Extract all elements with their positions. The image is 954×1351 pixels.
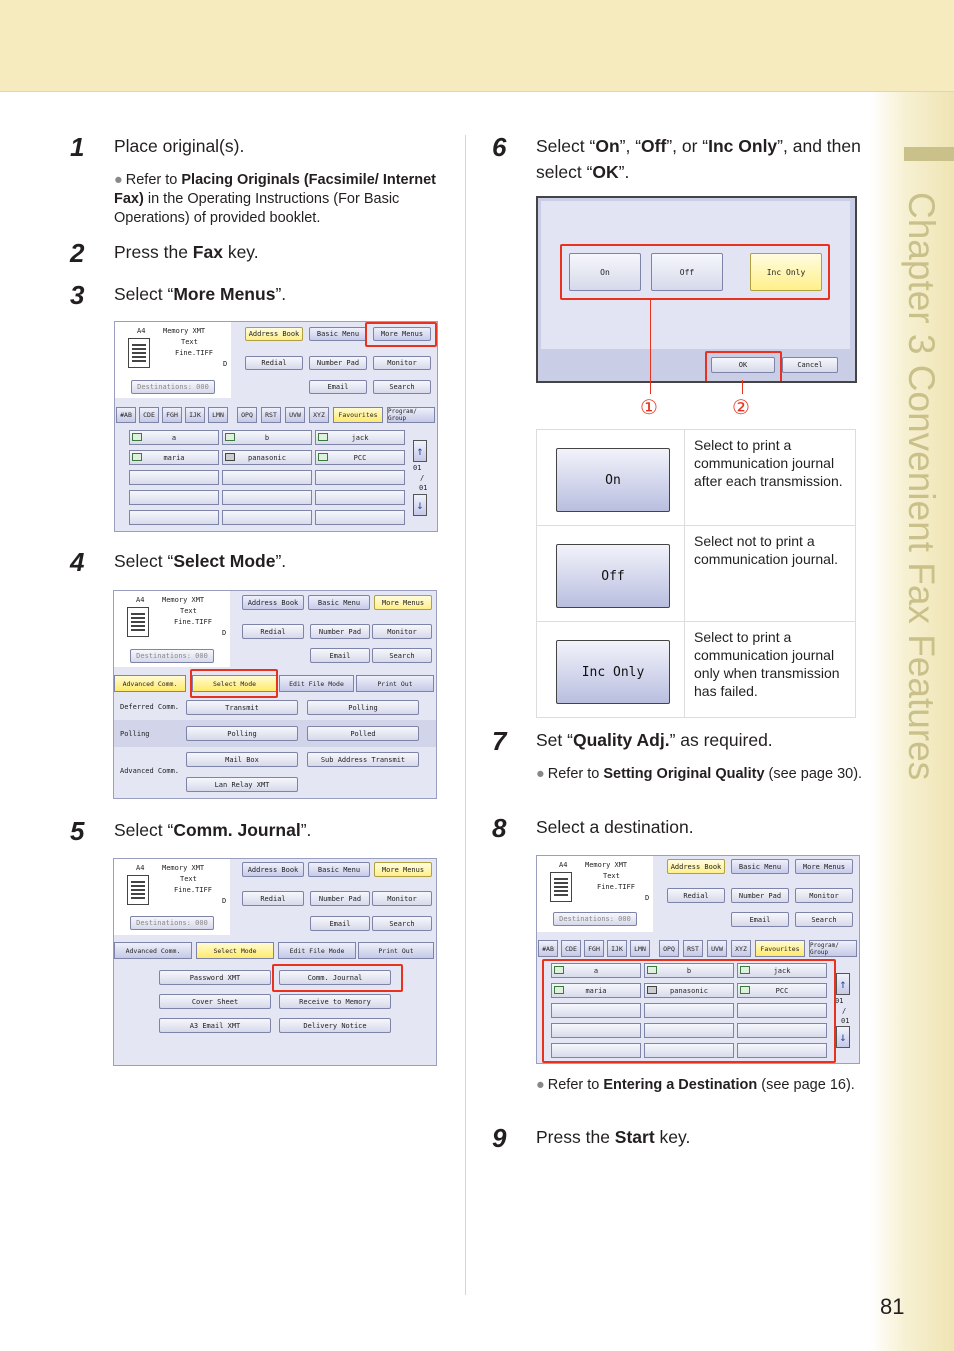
step-number: 3 — [70, 280, 85, 310]
email-icon — [132, 453, 142, 461]
step-number: 6 — [492, 132, 507, 162]
step-number: 8 — [492, 813, 507, 843]
table-row — [537, 430, 856, 526]
scroll-down-icon[interactable]: ↓ — [413, 494, 427, 516]
email-button[interactable]: Email — [731, 912, 789, 927]
inc-only-button[interactable]: Inc Only — [750, 253, 822, 291]
step-text: Select a destination. — [536, 817, 694, 837]
destination-empty[interactable] — [129, 510, 219, 525]
tab-select-mode[interactable]: Select Mode — [192, 675, 277, 692]
text-mode: Text — [180, 607, 197, 615]
receive-to-memory-button[interactable]: Receive to Memory — [279, 994, 391, 1009]
password-xmt-button[interactable]: Password XMT — [159, 970, 271, 985]
fax-screen-step3 — [114, 321, 438, 532]
callout-line-1 — [650, 299, 651, 394]
comm-journal-screen — [536, 196, 857, 383]
search-button[interactable]: Search — [373, 380, 431, 394]
email-button[interactable]: Email — [309, 380, 367, 394]
quality-label: Fine.TIFF — [175, 349, 213, 357]
paper-size: A4 — [559, 861, 568, 869]
inc-only-option-button: Inc Only — [556, 640, 670, 704]
fax-screen-step5 — [113, 858, 437, 1066]
tab-cde[interactable]: CDE — [561, 940, 581, 957]
tab-rst[interactable]: RST — [683, 940, 703, 957]
email-icon — [318, 453, 328, 461]
step-text: Select “More Menus”. — [114, 284, 287, 304]
on-option-desc: Select to print a communication journal after each transmission. — [694, 437, 843, 489]
fax-screen-step4 — [113, 590, 437, 799]
tx-mode: Memory XMT — [163, 327, 206, 335]
fax-screen-step8 — [536, 855, 860, 1064]
page-indicator: 01 — [835, 997, 844, 1005]
redial-button[interactable]: Redial — [667, 888, 725, 903]
chapter-tab-marker — [904, 147, 954, 161]
text-mode: Text — [181, 338, 198, 346]
tab-xyz[interactable]: XYZ — [309, 407, 329, 423]
tab-edit-file-mode[interactable]: Edit File Mode — [278, 942, 356, 959]
on-button[interactable]: On — [569, 253, 641, 291]
highlight-comm-journal — [272, 964, 403, 992]
monitor-button[interactable]: Monitor — [373, 356, 431, 370]
cancel-button[interactable]: Cancel — [782, 357, 838, 373]
destination-empty[interactable] — [129, 470, 219, 485]
basic-menu-button[interactable]: Basic Menu — [308, 595, 370, 610]
tab-advanced-comm[interactable]: Advanced Comm. — [114, 675, 186, 692]
tab-favourites[interactable]: Favourites — [333, 407, 383, 423]
fax-icon — [225, 453, 235, 461]
step-text: Press the Start key. — [536, 1127, 691, 1147]
tab-xyz[interactable]: XYZ — [731, 940, 751, 957]
step-text: Select “On”, “Off”, or “Inc Only”, and then select “OK”. — [536, 136, 861, 182]
destination-empty[interactable] — [129, 490, 219, 505]
monitor-button[interactable]: Monitor — [372, 891, 432, 906]
step-1 — [70, 132, 245, 162]
off-button[interactable]: Off — [651, 253, 723, 291]
column-divider — [465, 135, 466, 1295]
step-7 — [492, 726, 773, 756]
tab-opq[interactable]: OPQ — [659, 940, 679, 957]
text-mode: Text — [603, 872, 620, 880]
page-indicator-total: 01 — [419, 484, 428, 492]
step-3 — [70, 280, 287, 310]
number-pad-button[interactable]: Number Pad — [310, 891, 370, 906]
step-text: Select “Comm. Journal”. — [114, 820, 312, 840]
step-text: Press the Fax key. — [114, 242, 259, 262]
destination-maria[interactable]: maria — [551, 983, 641, 998]
transmit-button[interactable]: Transmit — [186, 700, 298, 715]
row-label-deferred-comm: Deferred Comm. — [120, 703, 180, 711]
tab-ijk[interactable]: IJK — [185, 407, 205, 423]
tab-program-group[interactable]: Program/ Group — [387, 407, 435, 423]
tab-rst[interactable]: RST — [261, 407, 281, 423]
number-pad-button[interactable]: Number Pad — [310, 624, 370, 639]
email-button[interactable]: Email — [310, 916, 370, 931]
tab-fgh[interactable]: FGH — [162, 407, 182, 423]
destination-b[interactable]: b — [644, 963, 734, 978]
paper-size: A4 — [136, 864, 145, 872]
step-number: 4 — [70, 547, 85, 577]
email-button[interactable]: Email — [310, 648, 370, 663]
bullet-icon: ● — [536, 1077, 545, 1093]
quality-label: Fine.TIFF — [174, 886, 212, 894]
more-menus-button[interactable]: More Menus — [374, 595, 432, 610]
step-2 — [70, 238, 259, 268]
destination-jack[interactable]: jack — [737, 963, 827, 978]
step-number: 5 — [70, 816, 85, 846]
tab-favourites[interactable]: Favourites — [755, 940, 805, 957]
destinations-button[interactable]: Destinations: 000 — [553, 912, 637, 926]
scroll-down-icon[interactable]: ↓ — [836, 1026, 850, 1048]
highlight-select-mode — [190, 669, 278, 698]
mail-box-button[interactable]: Mail Box — [186, 752, 298, 767]
destination-empty[interactable] — [315, 490, 405, 505]
destinations-button[interactable]: Destinations: 000 — [130, 649, 214, 663]
email-icon — [132, 433, 142, 441]
page-indicator: 01 — [413, 464, 422, 472]
step-number: 9 — [492, 1123, 507, 1153]
callout-1: ① — [640, 397, 658, 419]
paper-size: A4 — [136, 596, 145, 604]
redial-button[interactable]: Redial — [242, 891, 304, 906]
destinations-button[interactable]: Destinations: 000 — [130, 916, 214, 930]
destination-maria[interactable]: maria — [129, 450, 219, 465]
on-option-button: On — [556, 448, 670, 512]
number-pad-button[interactable]: Number Pad — [731, 888, 789, 903]
step-5 — [70, 816, 312, 846]
comm-journal-button[interactable]: Comm. Journal — [279, 970, 391, 985]
cover-sheet-button[interactable]: Cover Sheet — [159, 994, 271, 1009]
polling-mode-button[interactable]: Polling — [186, 726, 298, 741]
page-indicator-sep: / — [842, 1007, 847, 1015]
polling-button[interactable]: Polling — [307, 700, 419, 715]
chapter-title: Chapter 3 Convenient Fax Features — [901, 192, 942, 781]
tx-mode: Memory XMT — [162, 864, 205, 872]
row-label-polling: Polling — [120, 730, 150, 738]
highlight-ok — [705, 351, 782, 383]
destination-empty[interactable] — [315, 510, 405, 525]
density-label: D — [222, 629, 227, 637]
basic-menu-button[interactable]: Basic Menu — [309, 327, 367, 341]
paper-size: A4 — [137, 327, 146, 335]
text-mode: Text — [180, 875, 197, 883]
bullet-icon: ● — [114, 172, 123, 188]
delivery-notice-button[interactable]: Delivery Notice — [279, 1018, 391, 1033]
search-button[interactable]: Search — [372, 648, 432, 663]
tx-mode: Memory XMT — [162, 596, 205, 604]
destination-empty[interactable] — [222, 490, 312, 505]
document-icon — [128, 338, 150, 368]
document-icon — [127, 607, 149, 637]
destination-pcc[interactable]: PCC — [315, 450, 405, 465]
tab-print-out[interactable]: Print Out — [358, 942, 434, 959]
basic-menu-button[interactable]: Basic Menu — [731, 859, 789, 874]
step-text: Select “Select Mode”. — [114, 551, 287, 571]
tx-mode: Memory XMT — [585, 861, 628, 869]
destination-panasonic[interactable]: panasonic — [644, 983, 734, 998]
step-number: 1 — [70, 132, 85, 162]
destination-b[interactable]: b — [222, 430, 312, 445]
redial-button[interactable]: Redial — [245, 356, 303, 370]
options-table — [536, 429, 856, 718]
monitor-button[interactable]: Monitor — [372, 624, 432, 639]
document-icon — [127, 875, 149, 905]
step-number: 7 — [492, 726, 507, 756]
step-4 — [70, 547, 287, 577]
page-indicator-total: 01 — [841, 1017, 850, 1025]
step-8-note: ● Refer to Entering a Destination (see page 16). — [536, 1077, 855, 1093]
destination-a[interactable]: a — [551, 963, 641, 978]
tab-ijk[interactable]: IJK — [607, 940, 627, 957]
step-9 — [492, 1123, 691, 1153]
quality-label: Fine.TIFF — [597, 883, 635, 891]
search-button[interactable]: Search — [795, 912, 853, 927]
tab-opq[interactable]: OPQ — [237, 407, 257, 423]
search-button[interactable]: Search — [372, 916, 432, 931]
destination-empty[interactable] — [222, 510, 312, 525]
more-menus-button[interactable]: More Menus — [374, 862, 432, 877]
off-option-desc: Select not to print a communication journal. — [694, 533, 838, 567]
density-label: D — [223, 360, 228, 368]
email-icon — [318, 433, 328, 441]
density-label: D — [222, 897, 227, 905]
off-option-button: Off — [556, 544, 670, 608]
page-number: 81 — [880, 1294, 905, 1319]
callout-line-2 — [742, 380, 743, 394]
tab-select-mode[interactable]: Select Mode — [196, 942, 274, 959]
destination-empty[interactable] — [222, 470, 312, 485]
highlight-more-menus — [365, 322, 437, 347]
scroll-up-icon[interactable]: ↑ — [413, 440, 427, 462]
scroll-up-icon[interactable]: ↑ — [836, 973, 850, 995]
step-7-note: ● Refer to Setting Original Quality (see page 30). — [536, 766, 863, 782]
tab-ab[interactable]: #AB — [538, 940, 558, 957]
more-menus-button[interactable]: More Menus — [795, 859, 853, 874]
address-book-button[interactable]: Address Book — [242, 862, 304, 877]
tab-print-out[interactable]: Print Out — [356, 675, 434, 692]
destination-empty[interactable] — [315, 470, 405, 485]
ok-button[interactable]: OK — [711, 357, 775, 373]
destination-panasonic[interactable]: panasonic — [222, 450, 312, 465]
step-number: 2 — [70, 238, 85, 268]
polled-button[interactable]: Polled — [307, 726, 419, 741]
a3-email-xmt-button[interactable]: A3 Email XMT — [159, 1018, 271, 1033]
callout-2: ② — [732, 397, 750, 419]
step-text: Set “Quality Adj.” as required. — [536, 730, 773, 750]
destination-a[interactable]: a — [129, 430, 219, 445]
tab-advanced-comm[interactable]: Advanced Comm. — [114, 942, 192, 959]
step-6 — [492, 132, 866, 185]
destination-pcc[interactable]: PCC — [737, 983, 827, 998]
monitor-button[interactable]: Monitor — [795, 888, 853, 903]
address-book-button[interactable]: Address Book — [667, 859, 725, 874]
sub-address-transmit-button[interactable]: Sub Address Transmit — [307, 752, 419, 767]
more-menus-button[interactable]: More Menus — [373, 327, 431, 341]
tab-uvw[interactable]: UVW — [285, 407, 305, 423]
email-icon — [225, 433, 235, 441]
header-band — [0, 0, 954, 92]
table-row — [537, 622, 856, 718]
highlight-options — [560, 244, 830, 300]
inc-only-option-desc: Select to print a communication journal only when transmission has failed. — [694, 629, 840, 699]
number-pad-button[interactable]: Number Pad — [309, 356, 367, 370]
tab-cde[interactable]: CDE — [139, 407, 159, 423]
highlight-destinations — [542, 959, 836, 1063]
step-text: Place original(s). — [114, 136, 245, 156]
row-label-advanced-comm: Advanced Comm. — [120, 767, 180, 775]
basic-menu-button[interactable]: Basic Menu — [308, 862, 370, 877]
quality-label: Fine.TIFF — [174, 618, 212, 626]
step-8 — [492, 813, 694, 843]
tab-program-group[interactable]: Program/ Group — [809, 940, 857, 957]
address-book-button[interactable]: Address Book — [245, 327, 303, 341]
lan-relay-xmt-button[interactable]: Lan Relay XMT — [186, 777, 298, 792]
address-book-button[interactable]: Address Book — [242, 595, 304, 610]
step-1-note: ● Refer to Placing Originals (Facsimile/ Internet Fax) in the Operating Instructions (For Basic Operations) of provided booklet. — [114, 172, 437, 226]
bullet-icon: ● — [536, 766, 545, 782]
table-row — [537, 526, 856, 622]
page-indicator-sep: / — [420, 474, 425, 482]
tab-lmn[interactable]: LMN — [630, 940, 650, 957]
redial-button[interactable]: Redial — [242, 624, 304, 639]
document-icon — [550, 872, 572, 902]
tab-ab[interactable]: #AB — [116, 407, 136, 423]
tab-uvw[interactable]: UVW — [707, 940, 727, 957]
destination-jack[interactable]: jack — [315, 430, 405, 445]
destinations-button[interactable]: Destinations: 000 — [131, 380, 215, 394]
tab-fgh[interactable]: FGH — [584, 940, 604, 957]
tab-edit-file-mode[interactable]: Edit File Mode — [279, 675, 354, 692]
density-label: D — [645, 894, 650, 902]
tab-lmn[interactable]: LMN — [208, 407, 228, 423]
